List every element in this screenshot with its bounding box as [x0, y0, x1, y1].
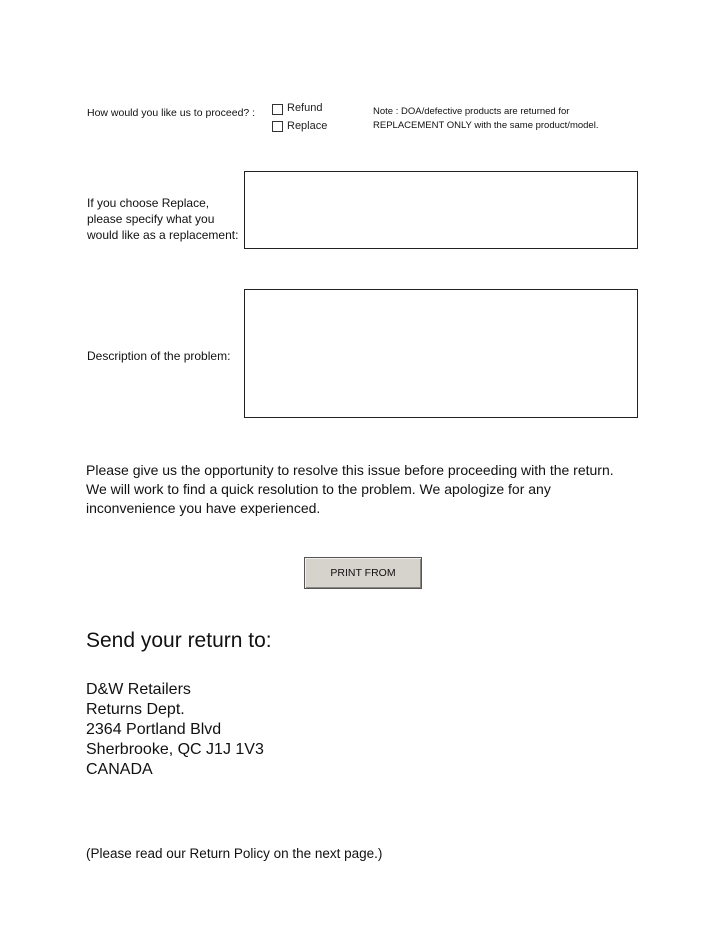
doa-note-line: REPLACEMENT ONLY with the same product/model.: [373, 120, 599, 131]
print-form-button[interactable]: PRINT FROM: [304, 557, 422, 589]
send-return-heading: Send your return to:: [86, 629, 272, 652]
refund-label: Refund: [287, 102, 323, 114]
return-address: [86, 680, 264, 780]
replace-label: Replace: [287, 120, 328, 132]
paragraph-line: We will work to find a quick resolution to the problem. We apologize for any: [86, 481, 551, 497]
paragraph-line: inconvenience you have experienced.: [86, 500, 321, 516]
replacement-label-line: If you choose Replace,: [87, 196, 210, 210]
proceed-question: How would you like us to proceed? :: [87, 107, 256, 119]
paragraph-line: Please give us the opportunity to resolve this issue before proceeding with the return.: [86, 462, 614, 478]
refund-checkbox[interactable]: [272, 104, 283, 115]
address-line: CANADA: [86, 761, 153, 778]
address-line: Sherbrooke, QC J1J 1V3: [86, 741, 264, 758]
replace-checkbox[interactable]: [272, 121, 283, 132]
return-policy-note: (Please read our Return Policy on the next page.): [86, 846, 383, 861]
problem-label: Description of the problem:: [87, 349, 231, 363]
resolution-paragraph: [86, 461, 614, 518]
address-line: D&W Retailers: [86, 681, 191, 698]
replacement-label-line: please specify what you: [87, 212, 215, 226]
replacement-input[interactable]: [244, 171, 638, 249]
replacement-label: [87, 195, 238, 243]
doa-note-line: Note : DOA/defective products are returned for: [373, 106, 570, 117]
doa-note: [373, 105, 598, 133]
replacement-label-line: would like as a replacement:: [87, 228, 239, 242]
address-line: 2364 Portland Blvd: [86, 721, 222, 738]
problem-description-input[interactable]: [244, 289, 638, 418]
address-line: Returns Dept.: [86, 701, 185, 718]
